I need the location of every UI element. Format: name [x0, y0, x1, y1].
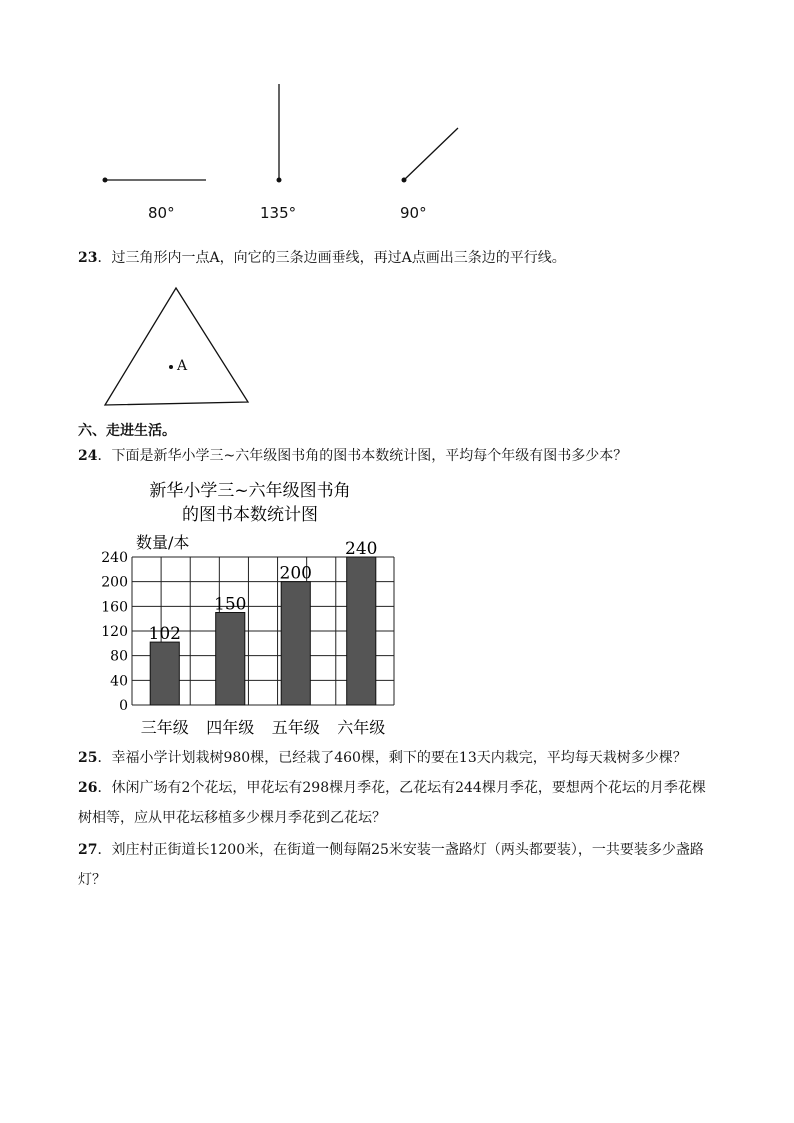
question-25 [78, 748, 687, 768]
question-text: 下面是新华小学三~六年级图书角的图书本数统计图，平均每个年级有图书多少本？ [111, 448, 628, 464]
question-text-line1: 休闲广场有2个花坛，甲花坛有298棵月季花，乙花坛有244棵月季花，要想两个花坛的月季花棵 [111, 780, 706, 796]
y-tick-label: 240 [101, 550, 128, 566]
question-24 [78, 446, 627, 466]
question-26-line2: 树相等，应从甲花坛移植多少棵月季花到乙花坛？ [78, 810, 386, 826]
y-axis-label: 数量/本 [136, 533, 190, 552]
question-dot: ． [97, 448, 112, 464]
question-number: 26 [78, 780, 98, 796]
y-tick-label: 120 [101, 624, 128, 640]
angle-label-1: 80° [148, 204, 175, 222]
y-tick-label: 40 [110, 673, 128, 690]
bar-value-label: 150 [214, 594, 247, 615]
bar [150, 642, 179, 705]
question-23 [78, 248, 566, 268]
question-text: 幸福小学计划栽树980棵，已经栽了460棵，剩下的要在13天内栽完，平均每天栽树多少棵？ [111, 750, 687, 766]
x-category-label: 五年级 [271, 718, 320, 737]
y-tick-label: 80 [110, 648, 128, 665]
bar-value-label: 200 [279, 563, 312, 584]
question-dot: ． [97, 780, 112, 796]
question-dot: ． [97, 842, 112, 858]
question-number: 23 [78, 250, 98, 266]
x-category-label: 六年级 [337, 718, 386, 737]
question-dot: ． [97, 250, 112, 266]
question-number: 27 [78, 842, 98, 858]
chart-title-line: 的图书本数统计图 [182, 505, 318, 525]
y-tick-label: 0 [119, 698, 128, 714]
angle-rays-figure [0, 70, 794, 230]
bar-value-label: 240 [345, 539, 378, 559]
y-tick-label: 160 [101, 599, 128, 616]
point-a [169, 365, 173, 369]
angle-label-2: 135° [260, 204, 297, 222]
angle-ray-3 [404, 128, 458, 180]
x-category-label: 四年级 [206, 718, 255, 737]
question-dot: ． [97, 750, 112, 766]
section-title: 六、走进生活。 [78, 423, 176, 439]
y-tick-label: 200 [101, 574, 128, 591]
x-category-label: 三年级 [140, 718, 189, 737]
bar [347, 557, 376, 705]
bar [281, 582, 310, 705]
question-26 [78, 778, 706, 798]
chart-title-line: 新华小学三~六年级图书角 [149, 481, 351, 501]
triangle [105, 288, 248, 405]
triangle-figure [100, 284, 254, 410]
bar-value-label: 102 [148, 624, 181, 645]
question-number: 25 [78, 750, 98, 766]
question-text-line1: 刘庄村正街道长1200米，在街道一侧每隔25米安装一盏路灯（两头都要装），一共要装多少盏路 [111, 842, 704, 858]
question-27 [78, 840, 704, 860]
angle-label-3: 90° [400, 204, 427, 222]
bar [216, 613, 245, 706]
question-number: 24 [78, 448, 98, 464]
question-27-line2: 灯？ [78, 872, 106, 888]
question-text: 过三角形内一点A，向它的三条边画垂线，再过A点画出三条边的平行线。 [111, 250, 566, 266]
point-a-label: A [177, 358, 188, 374]
book-count-bar-chart [90, 476, 410, 742]
